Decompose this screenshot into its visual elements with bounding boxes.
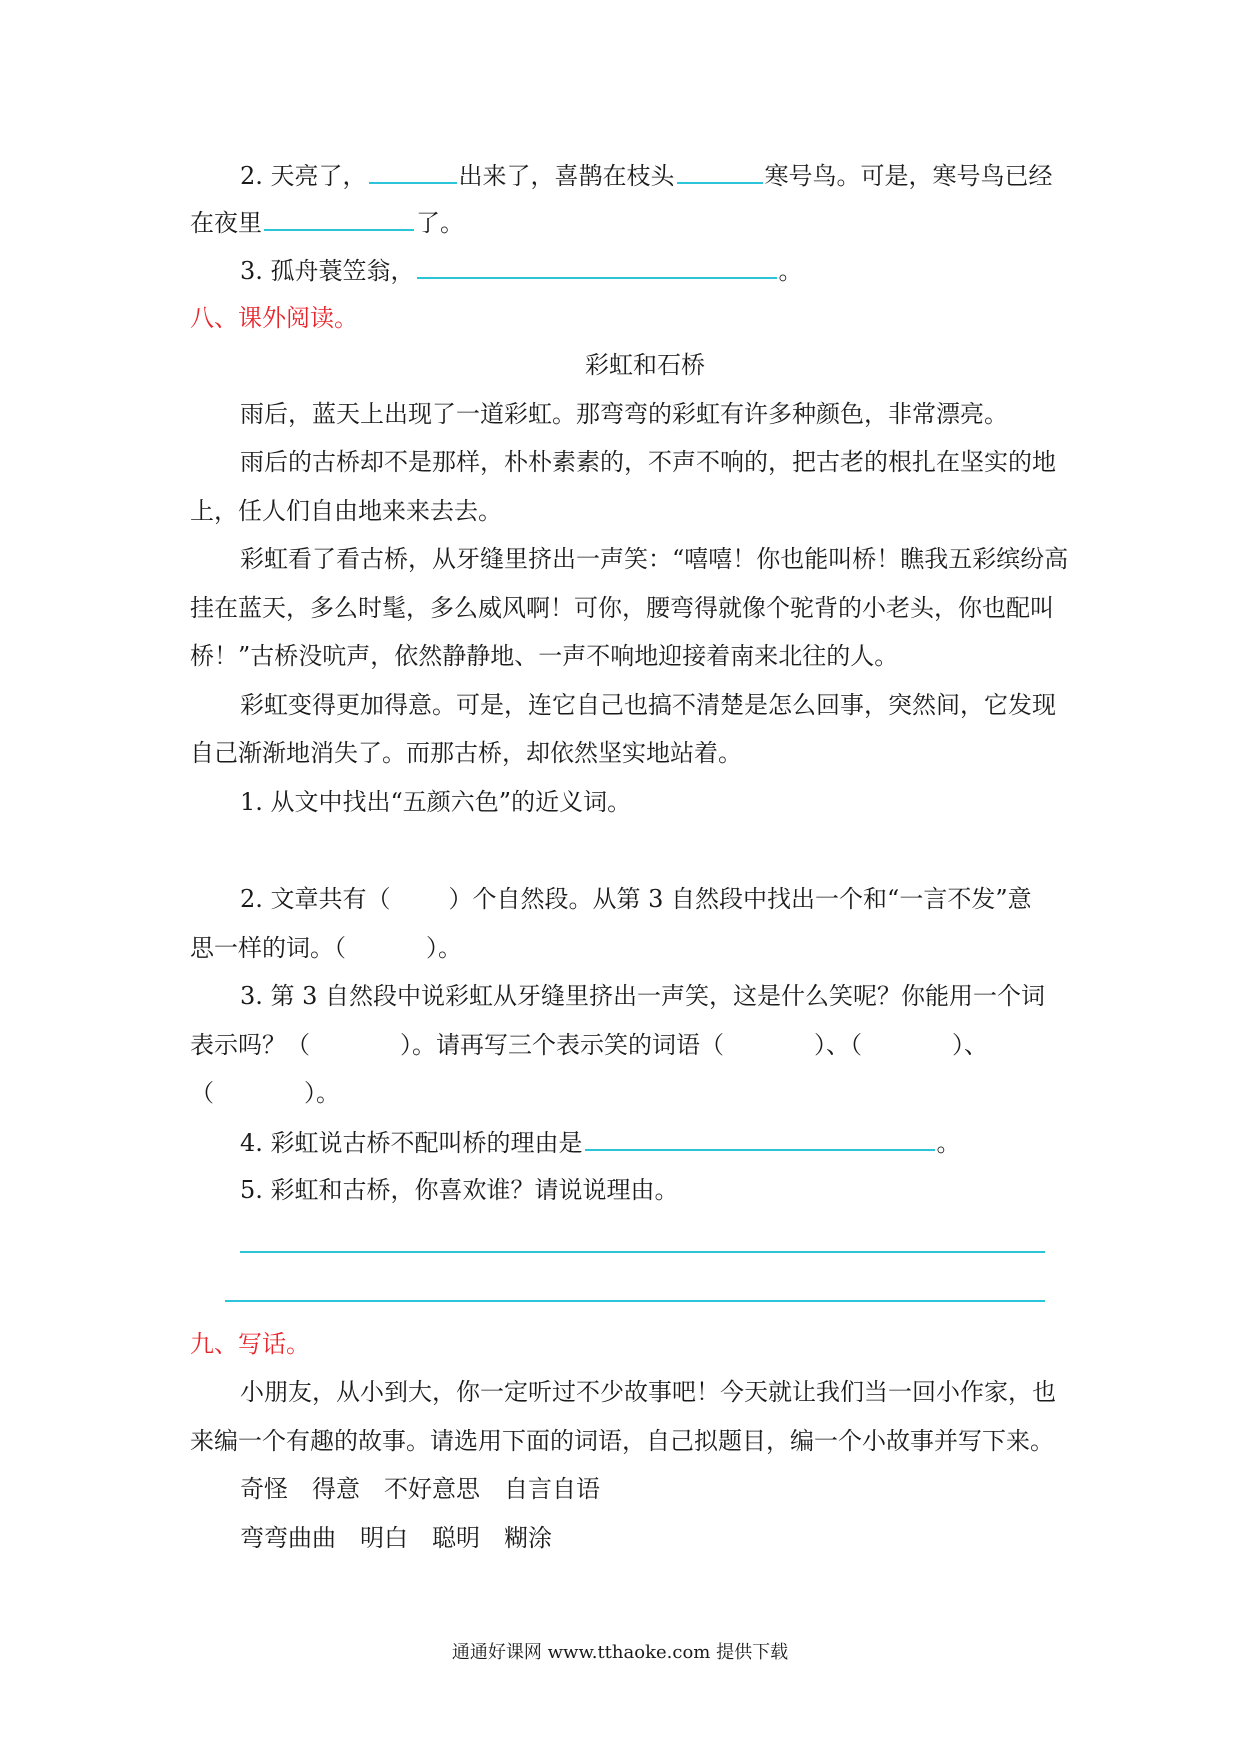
text: （ [190, 1079, 214, 1107]
passage-paragraph-4-line-1: 彩虹变得更加得意。可是，连它自己也搞不清楚是怎么回事，突然间，它发现 [240, 691, 1056, 719]
answer-blank[interactable] [264, 207, 414, 231]
text: ）个自然段。从第 3 自然段中找出一个和“一言不发”意 [448, 885, 1032, 913]
passage-title: 彩虹和石桥 [585, 351, 705, 379]
answer-space[interactable] [214, 1100, 304, 1101]
answer-space[interactable] [862, 1052, 952, 1053]
answer-blank[interactable] [677, 160, 763, 184]
text: ）。 [304, 1079, 340, 1107]
writing-prompt-line-1: 小朋友，从小到大，你一定听过不少故事吧！今天就让我们当一回小作家，也 [240, 1378, 1056, 1406]
passage-paragraph-2-line-2: 上，任人们自由地来来去去。 [190, 497, 502, 525]
answer-space[interactable] [391, 906, 449, 907]
question-2-line-1 [240, 884, 1032, 914]
section-9-heading: 九、写话。 [190, 1330, 310, 1358]
text: 表示吗？（ [190, 1031, 310, 1059]
passage-paragraph-3-line-3: 桥！”古桥没吭声，依然静静地、一声不响地迎接着南来北往的人。 [190, 642, 899, 670]
passage-paragraph-3-line-2: 挂在蓝天，多么时髦，多么威风啊！可你，腰弯得就像个驼背的小老头，你也配叫 [190, 594, 1054, 622]
question-2-line-2 [190, 933, 462, 963]
question-3-line-1: 3. 第 3 自然段中说彩虹从牙缝里挤出一声笑，这是什么笑呢？你能用一个词 [240, 982, 1046, 1010]
text: ）、 [952, 1031, 988, 1059]
question-1: 1. 从文中找出“五颜六色”的近义词。 [240, 788, 632, 816]
passage-paragraph-1: 雨后，蓝天上出现了一道彩虹。那弯弯的彩虹有许多种颜色，非常漂亮。 [240, 400, 1008, 428]
text: 思一样的词。（ [190, 934, 346, 962]
text: 3. 孤舟蓑笠翁， [240, 257, 415, 285]
word-item: 糊涂 [504, 1524, 552, 1552]
word-list-row-1 [240, 1474, 600, 1504]
passage-paragraph-3-line-1: 彩虹看了看古桥，从牙缝里挤出一声笑：“嘻嘻！你也能叫桥！瞧我五彩缤纷高 [240, 545, 1069, 573]
passage-paragraph-2-line-1: 雨后的古桥却不是那样，朴朴素素的，不声不响的，把古老的根扎在坚实的地 [240, 448, 1056, 476]
word-item: 弯弯曲曲 [240, 1524, 336, 1552]
answer-blank[interactable] [369, 160, 457, 184]
question-5: 5. 彩虹和古桥，你喜欢谁？请说说理由。 [240, 1176, 679, 1204]
text: 寒号鸟。可是，寒号鸟已经 [764, 162, 1053, 190]
answer-blank[interactable] [585, 1127, 935, 1151]
section-8-heading: 八、课外阅读。 [190, 304, 358, 332]
answer-blank[interactable] [417, 255, 777, 279]
passage-paragraph-4-line-2: 自己渐渐地消失了。而那古桥，却依然坚实地站着。 [190, 739, 742, 767]
word-list-row-2 [240, 1523, 552, 1553]
text: 4. 彩虹说古桥不配叫桥的理由是 [240, 1129, 583, 1157]
question-3-line-3 [190, 1078, 340, 1108]
writing-prompt-line-2: 来编一个有趣的故事。请选用下面的词语，自己拟题目，编一个小故事并写下来。 [190, 1427, 1054, 1455]
answer-space[interactable] [346, 955, 426, 956]
footer-credit: 通通好课网 www.tthaoke.com 提供下载 [451, 1642, 789, 1663]
answer-space[interactable] [724, 1052, 814, 1053]
word-item: 明白 [360, 1524, 408, 1552]
text: 2. 文章共有（ [240, 885, 391, 913]
fill-item-2-line-1 [240, 160, 1053, 191]
text: 了。 [416, 209, 464, 237]
word-item: 得意 [312, 1475, 360, 1503]
question-4 [240, 1127, 961, 1158]
word-item: 不好意思 [384, 1475, 480, 1503]
word-item: 奇怪 [240, 1475, 288, 1503]
fill-item-2-line-2 [190, 207, 464, 238]
text: ）、（ [814, 1031, 862, 1059]
word-item: 自言自语 [504, 1475, 600, 1503]
question-3-line-2 [190, 1030, 988, 1060]
text: ）。 [426, 934, 462, 962]
fill-item-3 [240, 255, 803, 286]
word-item: 聪明 [432, 1524, 480, 1552]
answer-line[interactable] [225, 1300, 1045, 1302]
text: 出来了，喜鹊在枝头 [458, 162, 675, 190]
text: 。 [936, 1129, 961, 1157]
text: 在夜里 [190, 209, 262, 237]
answer-space[interactable] [310, 1052, 400, 1053]
text: 2. 天亮了， [240, 162, 367, 190]
text: ）。请再写三个表示笑的词语（ [400, 1031, 724, 1059]
text: 。 [778, 257, 803, 285]
answer-line[interactable] [240, 1251, 1045, 1253]
